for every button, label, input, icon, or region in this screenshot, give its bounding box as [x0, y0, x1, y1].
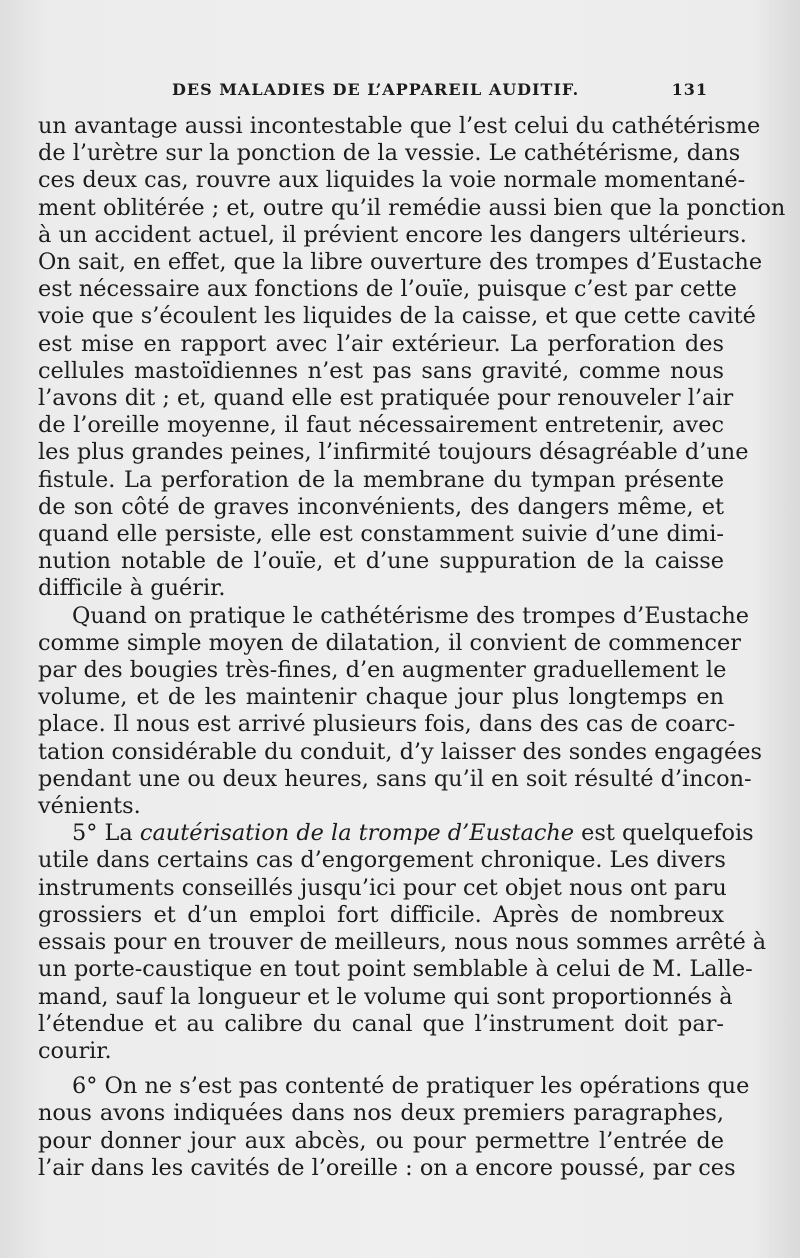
- text-line: quand elle persiste, elle est constamment suivie d’une dimi-: [38, 521, 724, 548]
- text-line: cellules mastoïdiennes n’est pas sans gravité, comme nous: [38, 357, 724, 384]
- text-line: courir.: [38, 1037, 112, 1064]
- page-number: 131: [671, 80, 708, 99]
- text-line: tation considérable du conduit, d’y laisser des sondes engagées: [38, 738, 762, 765]
- text-line: mand, sauf la longueur et le volume qui sont proportionnés à: [38, 983, 733, 1010]
- text-line: Quand on pratique le cathétérisme des trompes d’Eustache: [72, 602, 750, 629]
- text-line: de l’urètre sur la ponction de la vessie. Le cathétérisme, dans: [38, 140, 741, 167]
- paragraph-1: [38, 113, 786, 603]
- text-line: pendant une ou deux heures, sans qu’il en soit résulté d’incon-: [38, 765, 752, 792]
- text-line: l’avons dit ; et, quand elle est pratiquée pour renouveler l’air: [38, 385, 734, 412]
- text-line: est nécessaire aux fonctions de l’ouïe, puisque c’est par cette: [38, 276, 737, 303]
- text-line: utile dans certains cas d’engorgement chronique. Les divers: [38, 847, 726, 874]
- text-line: les plus grandes peines, l’infirmité toujours désagréable d’une: [38, 439, 749, 466]
- item-lead: 5° La: [72, 820, 140, 847]
- text-line: de son côté de graves inconvénients, des dangers même, et: [38, 493, 724, 520]
- text-line: nution notable de l’ouïe, et d’une suppuration de la caisse: [38, 548, 724, 575]
- text-line: ment oblitérée ; et, outre qu’il remédie aussi bien que la ponction: [38, 194, 786, 221]
- text-line: l’étendue et au calibre du canal que l’instrument doit par-: [38, 1010, 724, 1037]
- text-line: place. Il nous est arrivé plusieurs fois, dans des cas de coarc-: [38, 711, 736, 738]
- paragraph-3: [38, 820, 767, 1065]
- text-line: difficile à guérir.: [38, 575, 226, 602]
- item-rest: est quelquefois: [574, 820, 754, 847]
- text-line: comme simple moyen de dilatation, il convient de commencer: [38, 629, 741, 656]
- text-line: à un accident actuel, il prévient encore les dangers ultérieurs.: [38, 221, 747, 248]
- text-line: l’air dans les cavités de l’oreille : on a encore poussé, par ces: [38, 1154, 736, 1181]
- text-line: de l’oreille moyenne, il faut nécessairement entretenir, avec: [38, 412, 724, 439]
- text-line: 6° On ne s’est pas contenté de pratiquer les opérations que: [72, 1073, 750, 1100]
- text-line: instruments conseillés jusqu’ici pour cet objet nous ont paru: [38, 874, 727, 901]
- body-text: [38, 113, 786, 1182]
- page-header: [172, 80, 708, 99]
- text-line: fistule. La perforation de la membrane du tympan présente: [38, 466, 724, 493]
- text-line: voie que s’écoulent les liquides de la caisse, et que cette cavité: [38, 303, 756, 330]
- text-line: ces deux cas, rouvre aux liquides la voie normale momentané-: [38, 167, 746, 194]
- text-line: grossiers et d’un emploi fort difficile. Après de nombreux: [38, 901, 724, 928]
- text-line: [38, 820, 754, 847]
- text-line: par des bougies très-fines, d’en augmenter graduellement le: [38, 657, 727, 684]
- text-line: volume, et de les maintenir chaque jour plus longtemps en: [38, 684, 724, 711]
- italic-term: cautérisation de la trompe d’Eustache: [139, 820, 575, 847]
- text-line: essais pour en trouver de meilleurs, nous nous sommes arrêté à: [38, 929, 767, 956]
- text-line: un porte-caustique en tout point semblable à celui de M. Lalle-: [38, 956, 753, 983]
- text-line: pour donner jour aux abcès, ou pour permettre l’entrée de: [38, 1127, 724, 1154]
- text-line: On sait, en effet, que la libre ouverture des trompes d’Eustache: [38, 249, 763, 276]
- text-line: est mise en rapport avec l’air extérieur. La perforation des: [38, 330, 724, 357]
- text-line: nous avons indiquées dans nos deux premiers paragraphes,: [38, 1100, 724, 1127]
- text-line: vénients.: [38, 793, 141, 820]
- running-title: DES MALADIES DE L’APPAREIL AUDITIF.: [172, 80, 580, 99]
- paragraph-2: [38, 602, 762, 821]
- paragraph-4: [38, 1073, 750, 1182]
- text-line: un avantage aussi incontestable que l’est celui du cathétérisme: [38, 113, 761, 139]
